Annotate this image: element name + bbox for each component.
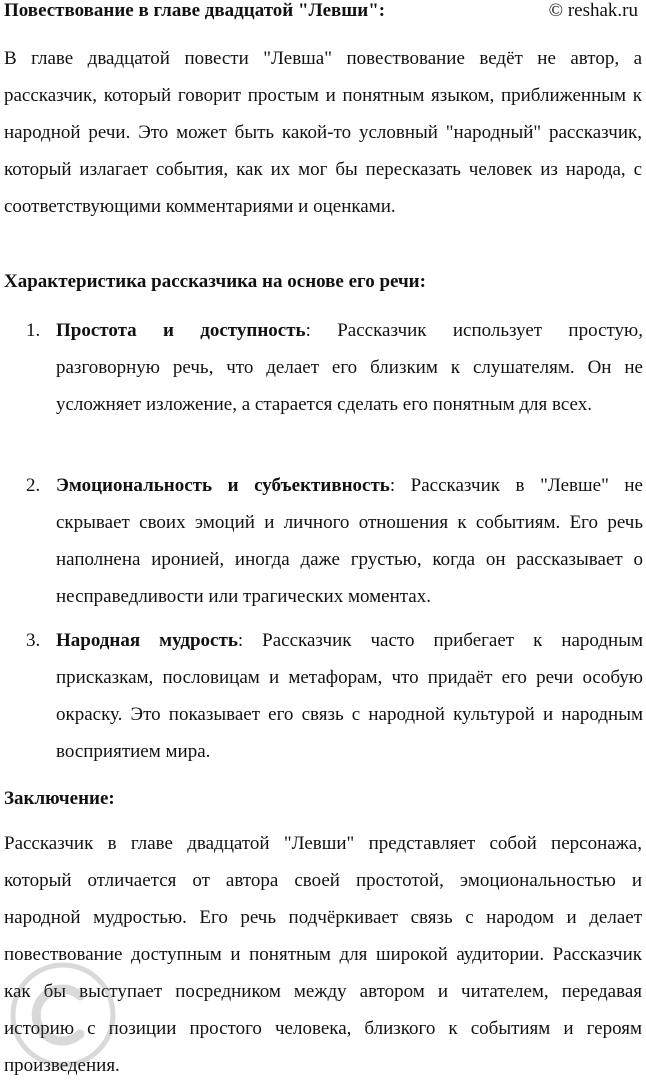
page-title: Повествование в главе двадцатой "Левши":: [4, 0, 386, 21]
list-item-number: 1.: [26, 320, 41, 341]
page-header: [4, 0, 642, 30]
conclusion-paragraph: Рассказчик в главе двадцатой "Левши" представляет собой персонажа, который отличается от автора своей простотой, эмоциональностью и народной мудростью. Его речь подчёркивает связь с народом и делает повествование доступным и понятным для широкой аудитории. Рассказчик как бы выступает посредником между автором и читателем, передавая историю с позиции простого человека, близкого к событиям и героям произведения.: [4, 833, 642, 1076]
copyright-text: © reshak.ru: [548, 0, 638, 21]
list-item-number: 3.: [26, 630, 41, 651]
list-item-description: : Рассказчик часто прибегает к народным присказкам, пословицам и метафорам, что придаёт его речи особую окраску. Это показывает его связь с народной культурой и народным восприятием мира.: [56, 630, 643, 762]
list-item-term: Простота и доступность: [56, 320, 306, 341]
intro-paragraph: В главе двадцатой повести "Левша" повествование ведёт не автор, а рассказчик, который говорит простым и понятным языком, приближенным к народной речи. Это может быть какой-то условный "народный" рассказчик, который излагает события, как их мог бы пересказать человек из народа, с соответствующими комментариями и оценками.: [4, 48, 642, 217]
list-item-term: Эмоциональность и субъективность: [56, 475, 390, 496]
list-item-term: Народная мудрость: [56, 630, 238, 651]
list-item-number: 2.: [26, 475, 41, 496]
list-item-description: : Рассказчик в "Левше" не скрывает своих эмоций и личного отношения к событиям. Его речь наполнена иронией, иногда даже грустью, когда он рассказывает о несправедливости или трагических моментах.: [56, 475, 643, 607]
list-item-text: [56, 622, 643, 770]
list-item-description: : Рассказчик использует простую, разговорную речь, что делает его близким к слушателям. Он не усложняет изложение, а старается сделать его понятным для всех.: [56, 320, 643, 415]
list-item-text: [56, 467, 643, 615]
characteristics-heading: Характеристика рассказчика на основе его речи:: [4, 271, 426, 292]
conclusion-heading: Заключение:: [4, 788, 115, 809]
list-item-text: [56, 312, 643, 423]
